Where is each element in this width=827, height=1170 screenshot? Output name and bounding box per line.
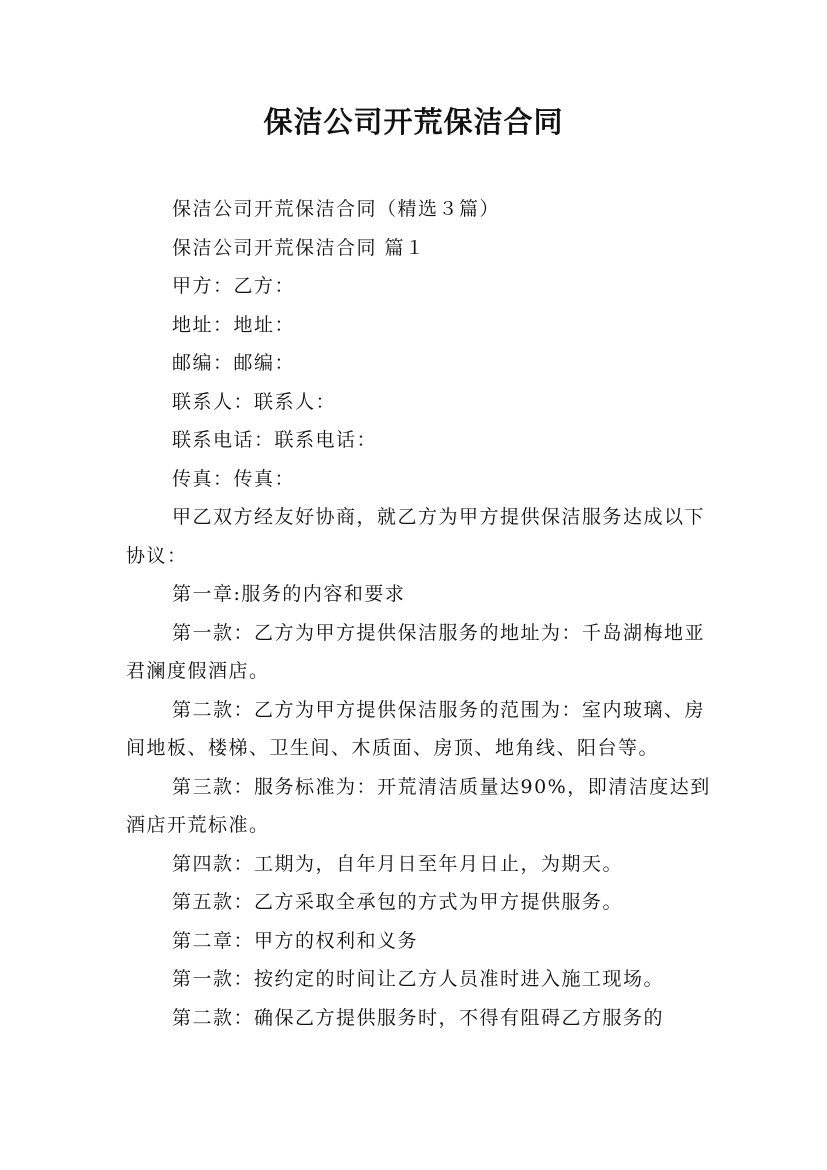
paragraph-address: 地址：地址： bbox=[172, 313, 296, 336]
paragraph-chapter-1: 第一章:服务的内容和要求 bbox=[172, 583, 406, 605]
paragraph-clause: 第一款：按约定的时间让乙方人员准时进入施工现场。 bbox=[172, 968, 665, 990]
paragraph-clause: 第三款：服务标准为：开荒清洁质量达90%，即清洁度达到酒店开荒标准。 bbox=[126, 775, 711, 836]
paragraph-agreement-intro: 甲乙双方经友好协商，就乙方为甲方提供保洁服务达成以下协议： bbox=[126, 506, 706, 567]
paragraph-clause: 第五款：乙方采取全承包的方式为甲方提供服务。 bbox=[172, 891, 624, 913]
paragraph-clause: 第二款：确保乙方提供服务时，不得有阻碍乙方服务的 bbox=[172, 1006, 665, 1029]
paragraph-party: 甲方：乙方： bbox=[172, 275, 296, 297]
paragraph-postcode: 邮编：邮编： bbox=[172, 352, 296, 374]
paragraph-clause: 第一款：乙方为甲方提供保洁服务的地址为：千岛湖梅地亚君澜度假酒店。 bbox=[126, 621, 706, 682]
paragraph-subtitle: 保洁公司开荒保洁合同（精选３篇） bbox=[172, 198, 501, 220]
paragraph-clause: 第四款：工期为，自年月日至年月日止，为期天。 bbox=[172, 852, 624, 875]
document-title: 保洁公司开荒保洁合同 bbox=[263, 105, 564, 139]
paragraph-contact: 联系人：联系人： bbox=[172, 390, 337, 413]
paragraph-clause: 第二款：乙方为甲方提供保洁服务的范围为：室内玻璃、房间地板、楼梯、卫生间、木质面、房顶、地角线、阳台等。 bbox=[126, 698, 706, 759]
paragraph-fax: 传真：传真： bbox=[172, 467, 296, 490]
paragraph-chapter-2: 第二章：甲方的权利和义务 bbox=[172, 929, 419, 952]
paragraph-part-heading: 保洁公司开荒保洁合同 篇１ bbox=[172, 236, 426, 259]
paragraph-phone: 联系电话：联系电话： bbox=[172, 429, 378, 451]
document-body bbox=[126, 190, 711, 1037]
